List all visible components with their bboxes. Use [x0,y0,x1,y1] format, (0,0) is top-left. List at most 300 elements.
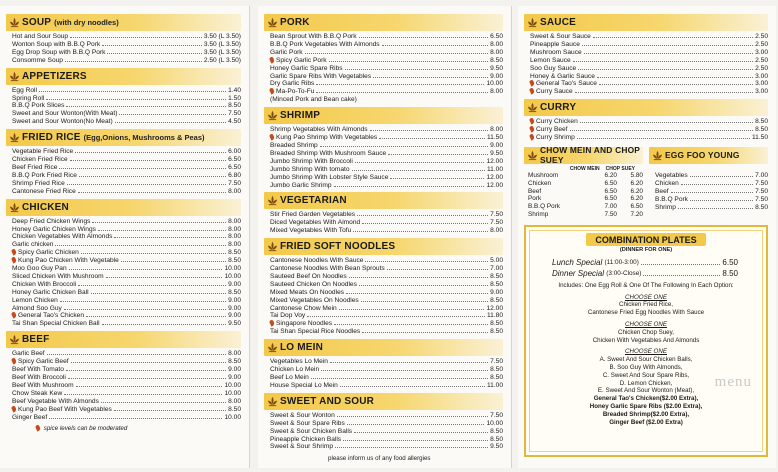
menu-item [264,328,503,336]
menu-item [264,227,503,235]
section-beef [6,331,241,421]
dot-leader [70,160,226,161]
menu-item [524,88,768,96]
chili-pepper-icon [11,249,17,256]
menu-item [264,436,503,444]
dot-leader [582,45,753,46]
menu-item-name: Curry Sauce [536,88,573,96]
menu-item-price: 5.00 [490,257,503,265]
dot-leader [352,170,485,171]
section-lo-mein [264,339,503,390]
menu-item-name: Mushroom [528,171,559,179]
menu-item-name: Breaded Shrimp With Mushroom Sauce [270,149,387,157]
menu-item [524,195,643,203]
menu-item [6,164,241,172]
menu-item-price: 8.50 [755,203,768,211]
dot-leader [39,91,226,92]
lotus-icon [267,110,278,121]
menu-item [264,158,503,166]
chili-pepper-icon [529,133,535,140]
menu-item [264,412,503,420]
menu-item-name: Deep Fried Chicken Wings [12,217,91,225]
menu-item-price: 3.00 [755,80,768,88]
menu-item [264,65,503,73]
dot-leader [69,269,223,270]
menu-item-price: 7.50 [228,179,241,187]
menu-item-name: B.B.Q Pork Fried Rice [12,171,77,179]
menu-item [6,102,241,110]
section-chow-mein [524,145,643,219]
combo-subtitle: (DINNER FOR ONE) [619,246,673,253]
dot-leader [373,77,488,78]
menu-item-name: Wonton Soup with B.B.Q Pork [12,40,101,48]
section-appetizers [6,68,241,127]
combo-option-extra: Honey Garlic Spare Ribs ($2.00 Extra), [589,402,703,410]
menu-item-price: 8.00 [228,397,241,405]
menu-item-price: 3.50 (L 3.50) [203,40,241,48]
menu-item-name: Pineapple Sauce [530,40,580,48]
menu-item-price: 8.50 [755,118,768,126]
menu-item-name: Chicken [528,179,552,187]
menu-item-name: Jumbo Shrimp With Broccoli [270,157,353,165]
section-pork [264,14,503,104]
menu-item-name: Jumbo Shrimp With tomato [270,165,350,173]
section-header [264,107,503,124]
menu-item [6,366,241,374]
dot-leader [102,324,227,325]
menu-item [524,80,768,88]
menu-item-price: 12.00 [486,304,503,312]
menu-item-price: 8.50 [490,366,503,374]
lotus-icon [267,342,278,353]
menu-item-name: Sweet & Sour Spare Ribs [270,419,345,427]
dot-leader [577,138,750,139]
menu-item-price: 7.50 [490,358,503,366]
menu-item-name: Sliced Chicken With Mushroom [12,272,104,280]
menu-item-price: 7.00 [755,171,768,179]
menu-item [6,57,241,65]
combo-includes: Includes: One Egg Roll & One Of The Following In Each Option: [558,281,734,289]
dot-leader [379,138,485,139]
menu-item-price: 8.00 [228,187,241,195]
dot-leader [343,440,488,441]
section-title: BEEF [22,334,50,346]
menu-item [264,320,503,328]
menu-item-name: Jumbo Shrimp With Lobster Style Sauce [270,173,389,181]
menu-item-price: 10.00 [224,265,241,273]
lotus-icon [9,71,20,82]
menu-item [264,420,503,428]
section-title: VEGETARIAN [280,195,347,207]
dot-leader [584,53,753,54]
dot-leader [106,277,223,278]
menu-item-name: Kung Pao Chicken With Vegetable [18,257,119,265]
menu-item [524,41,768,49]
section-title: CHICKEN [22,201,69,213]
menu-item [524,203,643,211]
chop-suey-price: 7.20 [630,210,643,218]
menu-item-price: 12.00 [486,157,503,165]
menu-item-price: 11.00 [486,165,503,173]
menu-item-price: 8.50 [228,405,241,413]
menu-item-name: Singapore Noodles [276,320,333,328]
section-title: CURRY [540,102,577,114]
menu-item [6,414,241,422]
combo-option: D. Lemon Chicken, [619,379,673,387]
menu-item [6,41,241,49]
lotus-icon [267,241,278,252]
combo-title: COMBINATION PLATES [586,233,706,246]
menu-item-price: 8.50 [228,102,241,110]
section-header [524,147,643,164]
menu-item [6,297,241,305]
section-header [264,192,503,209]
section-header [6,199,241,216]
dot-leader [79,176,226,177]
menu-item-name: Chicken Lo Mein [270,366,320,374]
menu-item [6,406,241,414]
menu-item-price: 8.50 [490,296,503,304]
menu-item-name: Spicy Garlic Pork [276,56,327,64]
menu-item [6,398,241,406]
menu-item [524,57,768,65]
section-chicken [6,199,241,329]
dot-leader [362,223,488,224]
section-header [264,339,503,356]
menu-panel-left [0,6,250,468]
dot-leader [359,285,488,286]
menu-item [264,150,503,158]
section-shrimp [264,107,503,189]
combo-option: C. Sweet And Sour Spare Ribs, [602,371,690,379]
menu-item-name: Spicy Garlic Beef [18,358,69,366]
section-header [524,14,768,31]
section-header [264,14,503,31]
dot-leader [305,53,489,54]
combo-option-extra: General Tao's Chicken($2.00 Extra), [593,395,699,403]
dot-leader [114,410,226,411]
menu-item-price: 8.50 [490,272,503,280]
lotus-icon [267,17,278,28]
dot-leader [86,316,226,317]
menu-item-price: 6.50 [228,156,241,164]
menu-item [264,96,503,104]
menu-item-price: 9.50 [490,149,503,157]
combination-plates-box [524,225,768,457]
menu-item-price: 1.40 [228,86,241,94]
choose-one-label: CHOOSE ONE [625,348,667,356]
menu-item [649,204,768,212]
dot-leader [55,245,226,246]
menu-item-name: (Minced Pork and Bean cake) [270,96,357,104]
combo-option: Chicken With Vegetables And Almonds [592,336,700,344]
menu-item-price: 7.50 [228,110,241,118]
menu-item [6,33,241,41]
menu-item-price: 8.00 [228,350,241,358]
menu-item-name: Egg Drop Soup with B.B.Q Pork [12,48,106,56]
section-title: SHRIMP [280,110,321,122]
dot-leader [349,277,489,278]
lotus-icon [9,17,20,28]
menu-item [6,218,241,226]
dot-leader [365,261,488,262]
dot-leader [107,53,201,54]
menu-item [6,172,241,180]
dot-leader [320,146,489,147]
menu-item [6,265,241,273]
menu-item-name: Beef With Mushroom [12,381,74,389]
menu-item [6,148,241,156]
menu-item-name: Diced Vegetables With Almond [270,219,361,227]
chili-pepper-icon [529,126,535,133]
menu-item-price: 10.00 [224,389,241,397]
chop-suey-price: 5.80 [630,171,643,179]
section-soup [6,14,241,65]
lotus-icon [527,102,538,113]
section-header [6,14,241,31]
dot-leader [49,418,222,419]
menu-item-price: 9.00 [228,304,241,312]
dot-leader [78,192,226,193]
dot-leader [334,324,488,325]
menu-item-price: 7.50 [755,195,768,203]
menu-item [264,166,503,174]
dot-leader [353,231,488,232]
menu-item-name: Shrimp Vegetables With Almonds [270,126,368,134]
menu-item-price: 3.50 (L 3.50) [203,33,241,40]
menu-item-name: Chicken With Broccoli [12,280,77,288]
menu-item-price: 9.00 [228,280,241,288]
menu-item-name: Dry Garlic Ribs [270,80,315,88]
dot-leader [65,61,202,62]
menu-item-price: 6.80 [228,171,241,179]
menu-item-name: Garlic Beef [12,350,45,358]
chow-mein-price: 7.00 [604,203,617,211]
menu-item [264,428,503,436]
menu-item-name: Mixed Meats On Noodles [270,288,345,296]
menu-item [649,180,768,188]
menu-item-price: 8.50 [228,257,241,265]
section-header [6,129,241,146]
section-header [524,99,768,116]
menu-item-price: 7.50 [755,179,768,187]
chili-pepper-icon [35,425,41,432]
menu-item-name: Honey Garlic Spare Ribs [270,64,343,72]
choose-one-label: CHOOSE ONE [625,320,667,328]
dot-leader [59,168,226,169]
menu-item-price: 10.00 [486,80,503,88]
menu-item-name: B.B.Q Pork [655,195,688,203]
menu-item [6,241,241,249]
menu-item-price: 6.50 [228,163,241,171]
section-title: PORK [280,17,310,28]
menu-item [6,350,241,358]
menu-item-price: 3.00 [755,48,768,56]
menu-item-price: 3.00 [755,88,768,96]
menu-item-price: 2.50 [755,56,768,64]
menu-item-price: 8.50 [490,320,503,328]
section-header [6,68,241,85]
menu-item-price: 9.50 [490,443,503,451]
menu-item-price: 4.50 [228,118,241,126]
menu-item-name: Sweet & Sour Wonton [270,411,335,419]
menu-item-price: 7.50 [490,411,503,419]
dot-leader [114,237,226,238]
menu-item-name: Sweet & Sour Shrimp [270,443,334,451]
section-vegetarian [264,192,503,235]
menu-item [264,73,503,81]
menu-item [6,257,241,265]
menu-item-name: Beef With Tomato [12,366,64,374]
menu-item-name: Pineapple Chicken Balls [270,435,342,443]
dot-leader [690,200,753,201]
menu-item-name: Honey Garlic Chicken Wings [12,225,96,233]
combo-option: E. Sweet And Sour Wonton (Meat), [597,387,695,395]
chili-pepper-icon [529,80,535,87]
section-title: CHOW MEIN AND CHOP SUEY [540,145,640,166]
menu-item-name: Tai Dop Voy [270,312,306,320]
spice-note: spice levels can be moderated [43,425,128,433]
chow-mein-column-label: CHOW MEIN [569,165,600,172]
menu-item-name: B.B.Q Pork Slices [12,102,65,110]
menu-item [524,172,643,180]
menu-item [264,174,503,182]
menu-item-price: 6.50 [490,33,503,40]
menu-item-price: 8.50 [490,374,503,381]
lunch-special [534,258,758,267]
menu-item [6,374,241,382]
menu-item [264,257,503,265]
dot-leader [354,432,488,433]
menu-item [6,226,241,234]
combo-option: Cantonese Fried Egg Noodles With Sauce [587,309,705,317]
menu-panel-middle [258,6,512,468]
menu-item-price: 8.00 [490,88,503,96]
menu-item-name: Egg Roll [12,86,37,94]
menu-item-name: Consomme Soup [12,56,63,64]
menu-item-name: Sauteed Beef On Noodles [270,272,347,280]
menu-item [264,281,503,289]
menu-item [524,49,768,57]
dot-leader [390,178,484,179]
menu-item-price: 8.50 [490,427,503,435]
menu-item-name: Spring Roll [12,94,45,102]
menu-item-price: 9.00 [490,141,503,149]
combo-option: Chicken Chop Suey, [618,328,674,336]
menu-item-name: Cantonese Noodles With Bean Sprouts [270,265,385,273]
menu-item-price: 8.50 [755,126,768,134]
menu-item [264,358,503,366]
menu-item [264,134,503,142]
watermark-text: menu [714,374,752,390]
section-title: SAUCE [540,17,577,28]
menu-item-price: 2.50 [755,40,768,48]
menu-item-name: Hot and Sour Soup [12,33,69,40]
menu-item-name: Beef Lo Mein [270,374,309,381]
chow-mein-price: 6.50 [604,179,617,187]
dot-leader [346,293,488,294]
menu-item-name: Breaded Shrimp [270,141,318,149]
lotus-icon [9,202,20,213]
chili-pepper-icon [529,88,535,95]
chow-mein-price: 6.20 [604,171,617,179]
menu-item [6,110,241,118]
menu-item-name: Cantonese Noodles With Sauce [270,257,364,265]
lotus-icon [267,396,278,407]
dot-leader [307,316,485,317]
menu-item-name: General Tao's Chicken [18,312,85,320]
dot-leader [91,293,227,294]
dot-leader [121,261,226,262]
menu-item [524,134,768,142]
lotus-icon [652,150,663,161]
menu-item-name: Ma-Po-To-Fu [276,88,315,96]
menu-item-price: 8.50 [228,249,241,257]
menu-item-name: Lemon Sauce [530,56,571,64]
menu-item-name: Cantonese Chow Mein [270,304,337,312]
menu-item-name: Soo Guy Sauce [530,64,577,72]
menu-item-price: 11.50 [486,134,503,142]
menu-item [264,219,503,227]
dot-leader [593,37,753,38]
menu-item-price: 9.00 [490,72,503,80]
menu-item [6,312,241,320]
menu-item-name: Mushroom Sauce [530,48,582,56]
chili-pepper-icon [269,320,275,327]
menu-item [6,156,241,164]
chop-suey-column-label: CHOP SUEY [605,165,635,172]
lunch-label: Lunch Special [552,257,603,267]
dot-leader [339,309,485,310]
dot-leader [340,386,485,387]
chow-mein-price: 7.50 [604,210,617,218]
menu-item-name: Garlic Spare Ribs With Vegetables [270,72,372,80]
lotus-icon [527,17,538,28]
dot-leader [66,106,226,107]
menu-item-price: 9.00 [228,312,241,320]
dot-leader [681,184,753,185]
menu-item-name: Pork [528,195,542,203]
dot-leader [78,285,226,286]
section-sweet-and-sour [264,393,503,452]
dot-leader [337,416,488,417]
chow-mein-price: 6.50 [604,195,617,203]
menu-item-price: 8.00 [228,225,241,233]
section-curry [524,99,768,142]
menu-item-name: Chicken Vegetables With Almonds [12,233,113,241]
allergy-note: please inform us of any food allergies [328,455,431,462]
menu-item-price: 8.50 [228,288,241,296]
menu-item-price: 10.00 [224,413,241,421]
dot-leader [334,186,485,187]
dot-leader [335,447,488,448]
section-title: SOUP [22,17,52,28]
dinner-time: (3:00-Close) [606,269,642,277]
menu-item-name: Sweet & Sour Chicken Balls [270,427,353,435]
menu-item-name: Vegetables Lo Mein [270,358,328,366]
dot-leader [119,114,226,115]
menu-item-price: 12.00 [486,173,503,181]
menu-item-price: 12.00 [486,181,503,189]
dot-leader [115,122,226,123]
menu-item-name: Beef With Broccoli [12,374,66,381]
dot-leader [578,69,753,70]
dot-leader [316,84,484,85]
chop-suey-price: 6.50 [630,203,643,211]
dot-leader [671,192,754,193]
menu-item [524,73,768,81]
chili-pepper-icon [269,56,275,63]
